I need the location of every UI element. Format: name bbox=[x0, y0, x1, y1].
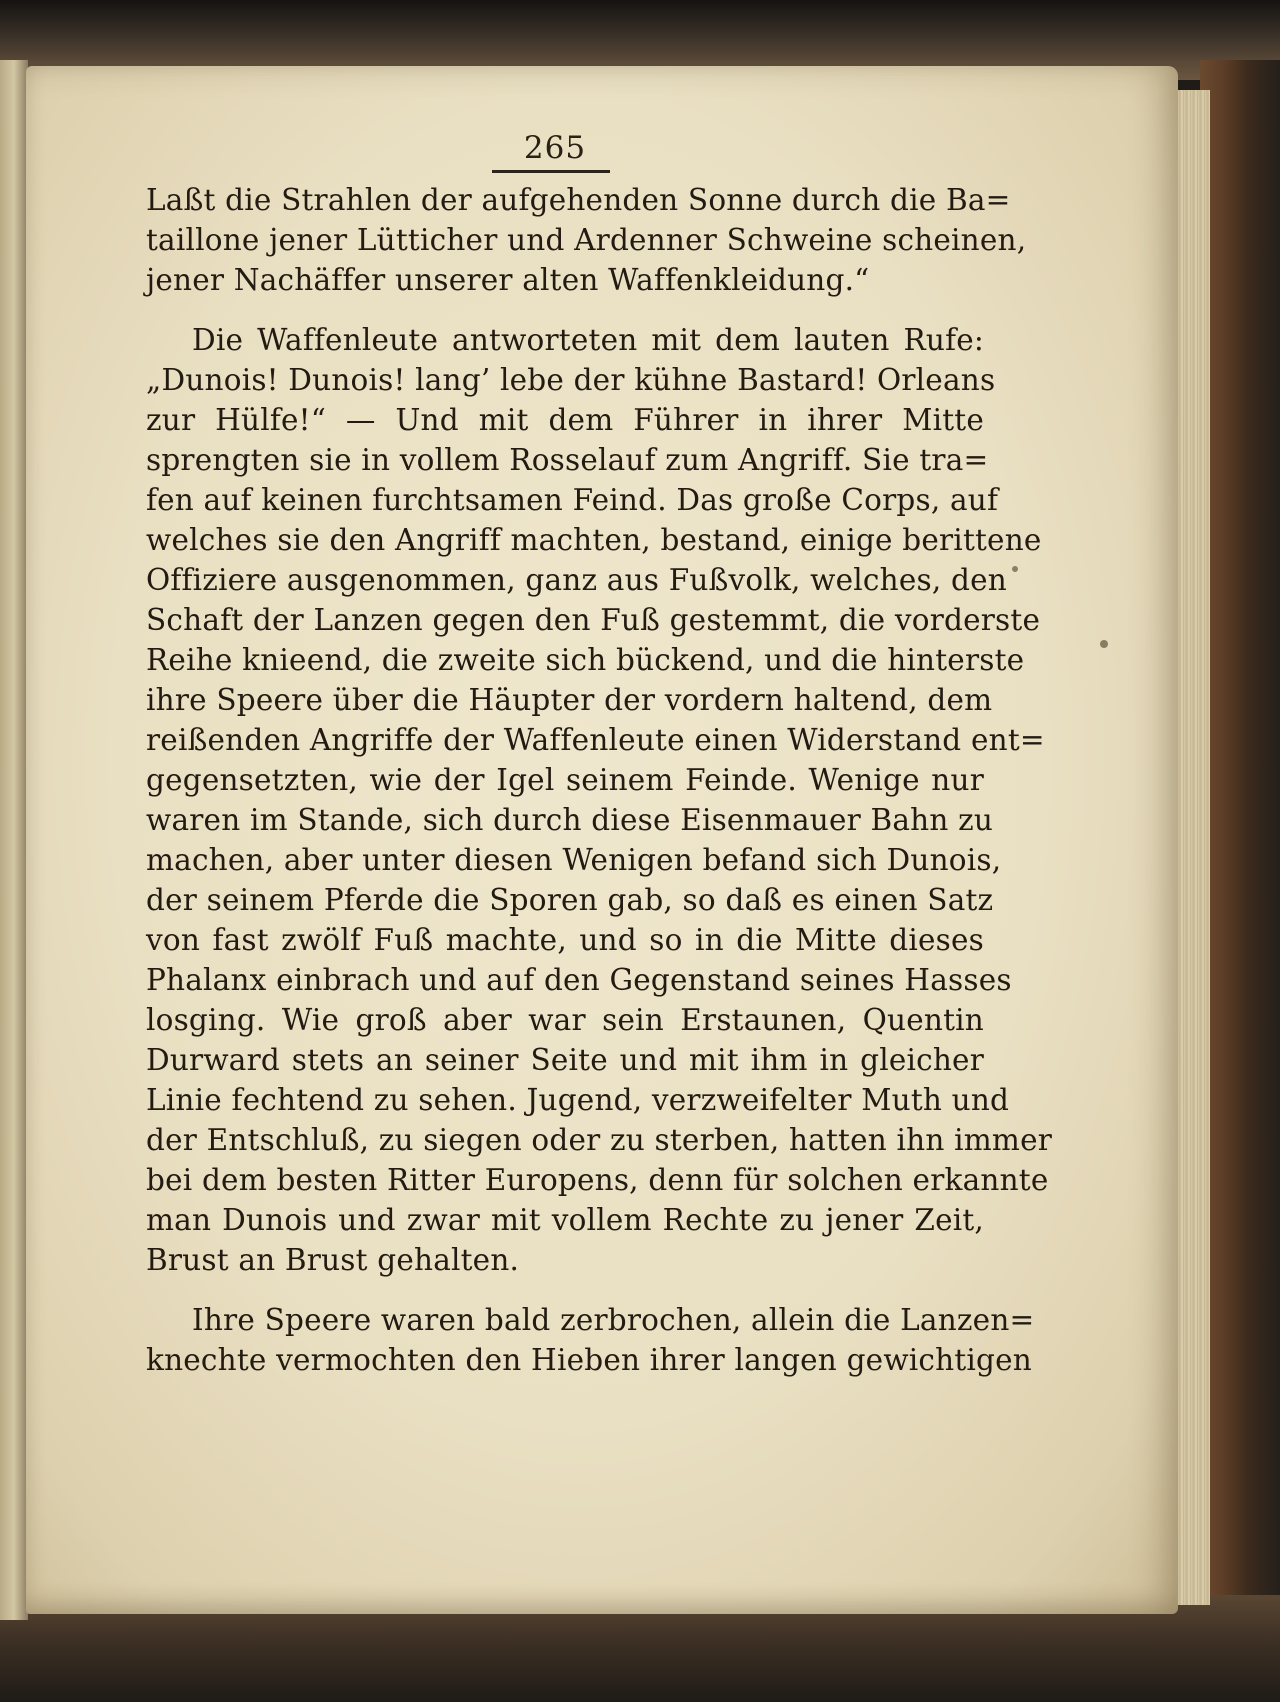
text-line: gegensetzten, wie der Igel seinem Feinde. Wenige nur bbox=[146, 763, 984, 797]
text-line: man Dunois und zwar mit vollem Rechte zu jener Zeit, bbox=[146, 1203, 984, 1237]
text-line: Phalanx einbrach und auf den Gegenstand seines Hasses bbox=[146, 963, 1012, 997]
text-line: machen, aber unter diesen Wenigen befand sich Dunois, bbox=[146, 843, 1002, 877]
text-line: sprengten sie in vollem Rosselauf zum Angriff. Sie tra= bbox=[146, 443, 989, 477]
text-line: taillone jener Lütticher und Ardenner Schweine scheinen, bbox=[146, 223, 1027, 257]
text-line: losging. Wie groß aber war sein Erstaunen, Quentin bbox=[146, 1003, 984, 1037]
text-line: Schaft der Lanzen gegen den Fuß gestemmt, die vorderste bbox=[146, 603, 1041, 637]
text-line: bei dem besten Ritter Europens, denn für solchen erkannte bbox=[146, 1163, 1049, 1197]
page-body-text bbox=[146, 180, 1053, 1380]
text-line: Ihre Speere waren bald zerbrochen, allein die Lanzen= bbox=[192, 1303, 1035, 1337]
text-line: waren im Stande, sich durch diese Eisenmauer Bahn zu bbox=[146, 803, 994, 837]
ink-spot bbox=[1012, 566, 1018, 572]
text-line: Die Waffenleute antworteten mit dem lauten Rufe: bbox=[192, 323, 984, 357]
text-line: ihre Speere über die Häupter der vordern haltend, dem bbox=[146, 683, 993, 717]
paragraph bbox=[146, 180, 1027, 300]
text-line: Reihe knieend, die zweite sich bückend, und die hinterste bbox=[146, 643, 1025, 677]
paragraph bbox=[146, 320, 1053, 1280]
page-number-rule bbox=[492, 170, 610, 173]
text-line: jener Nachäffer unserer alten Waffenkleidung.“ bbox=[146, 263, 870, 297]
text-line: der Entschluß, zu siegen oder zu sterben, hatten ihn immer bbox=[146, 1123, 1053, 1157]
facing-page-edge bbox=[0, 60, 28, 1620]
book-cover-spine-edge bbox=[1200, 60, 1280, 1660]
text-line: welches sie den Angriff machten, bestand, einige berittene bbox=[146, 523, 1042, 557]
text-line: Brust an Brust gehalten. bbox=[146, 1243, 520, 1277]
text-line: reißenden Angriffe der Waffenleute einen Widerstand ent= bbox=[146, 723, 1045, 757]
ink-spot bbox=[1100, 640, 1108, 648]
text-line: fen auf keinen furchtsamen Feind. Das große Corps, auf bbox=[146, 483, 999, 517]
text-line: Offiziere ausgenommen, ganz aus Fußvolk, welches, den bbox=[146, 563, 1007, 597]
text-line: Laßt die Strahlen der aufgehenden Sonne durch die Ba= bbox=[146, 183, 1011, 217]
paragraph bbox=[146, 1300, 1035, 1380]
text-line: zur Hülfe!“ — Und mit dem Führer in ihrer Mitte bbox=[146, 403, 984, 437]
text-line: der seinem Pferde die Sporen gab, so daß es einen Satz bbox=[146, 883, 994, 917]
text-line: von fast zwölf Fuß machte, und so in die Mitte dieses bbox=[146, 923, 984, 957]
text-line: „Dunois! Dunois! lang’ lebe der kühne Bastard! Orleans bbox=[146, 363, 996, 397]
text-line: Linie fechtend zu sehen. Jugend, verzweifelter Muth und bbox=[146, 1083, 1010, 1117]
text-line: Durward stets an seiner Seite und mit ihm in gleicher bbox=[146, 1043, 984, 1077]
text-line: knechte vermochten den Hieben ihrer langen gewichtigen bbox=[146, 1343, 1032, 1377]
page-number: 265 bbox=[523, 130, 587, 166]
